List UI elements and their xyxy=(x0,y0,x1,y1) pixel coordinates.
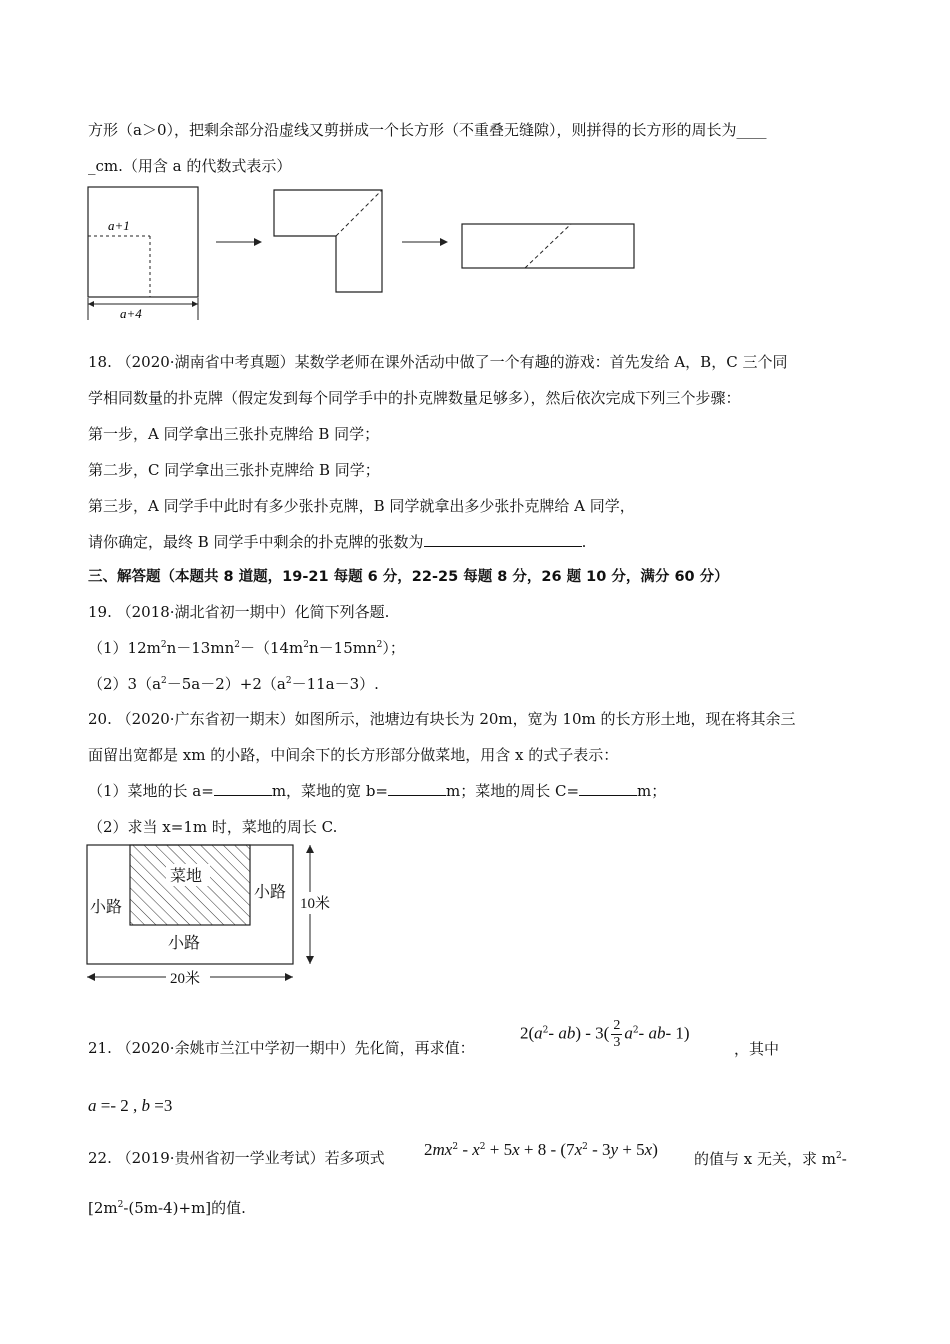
q19-p2-c: －11a－3）. xyxy=(291,675,379,693)
q20-width-label: 20米 xyxy=(170,971,201,987)
fraction xyxy=(611,1018,622,1051)
q20-p1-a: （1）菜地的长 a= xyxy=(88,782,214,800)
q20-path-right-label: 小路 xyxy=(254,884,287,901)
math-text: - xyxy=(458,1140,473,1159)
q18-step2: 第二步，C 同学拿出三张扑克牌给 B 同学； xyxy=(88,461,380,479)
q20-part2: （2）求当 x=1m 时，菜地的周长 C. xyxy=(88,818,338,836)
q20-line1: 20. （2020·广东省初一期末）如图所示，池塘边有块长为 20m，宽为 10m 的长方形土地，现在将其余三 xyxy=(88,710,796,728)
denominator: 3 xyxy=(613,1035,621,1050)
exponent: 2 xyxy=(160,640,167,650)
q17-label-outer: a+4 xyxy=(120,306,142,321)
math-text: - xyxy=(548,1023,559,1043)
q20-p1-c: m；菜地的周长 C= xyxy=(446,782,580,800)
exponent: 2 xyxy=(632,1025,639,1036)
q17-figure xyxy=(84,182,644,324)
q20-p1-d: m； xyxy=(637,782,667,800)
q21-tail: ，其中 xyxy=(734,1040,780,1058)
math-text: ) - 3( xyxy=(575,1023,610,1043)
math-var: b xyxy=(141,1096,150,1115)
math-text: =3 xyxy=(150,1096,173,1115)
exponent: 2 xyxy=(479,1142,486,1152)
q18-step3: 第三步，A 同学手中此时有多少张扑克牌，B 同学就拿出多少张扑克牌给 A 同学， xyxy=(88,497,635,515)
exponent: 2 xyxy=(117,1200,124,1210)
math-var: x xyxy=(574,1140,583,1159)
q20-width-blank[interactable] xyxy=(388,781,446,796)
q20-garden-label: 菜地 xyxy=(170,868,203,885)
q20-part1 xyxy=(88,781,666,801)
math-var: a xyxy=(88,1096,97,1115)
q18-question-end: . xyxy=(581,533,587,551)
math-var: x xyxy=(472,1140,480,1159)
math-text: - 3 xyxy=(587,1140,611,1159)
q18-question-text: 请你确定，最终 B 同学手中剩余的扑克牌的张数为 xyxy=(88,533,424,551)
math-var: ab xyxy=(648,1023,666,1043)
q22-tail xyxy=(694,1148,847,1169)
math-var: y xyxy=(610,1140,619,1159)
section-3-title: 三、解答题（本题共 8 道题，19-21 每题 6 分，22-25 每题 8 分，26 题 10 分，满分 60 分） xyxy=(88,569,729,585)
math-text: + 5 xyxy=(485,1140,513,1159)
exponent: 2 xyxy=(234,640,240,650)
q19-stem: 19. （2018·湖北省初一期中）化简下列各题. xyxy=(88,603,390,621)
q21-condition xyxy=(88,1096,172,1116)
exponent: 2 xyxy=(303,640,310,650)
q20-line2: 面留出宽都是 xm 的小路，中间余下的长方形部分做菜地，用含 x 的式子表示： xyxy=(88,746,619,764)
q22-line2-a: [2m xyxy=(88,1199,118,1217)
exponent: 2 xyxy=(376,640,383,650)
math-var: ab xyxy=(558,1023,576,1043)
q17-label-inner: a+1 xyxy=(108,218,130,233)
q22-tail-text: 的值与 x 无关，求 m xyxy=(694,1150,836,1168)
q19-p1-a: （1）12m xyxy=(88,639,161,657)
math-var: mx xyxy=(432,1140,453,1159)
math-var: a xyxy=(534,1023,543,1043)
q19-part1 xyxy=(88,638,405,658)
math-text: - xyxy=(638,1023,649,1043)
q22-line2 xyxy=(88,1198,246,1218)
q18-step1: 第一步，A 同学拿出三张扑克牌给 B 同学； xyxy=(88,425,380,443)
q21-expression xyxy=(520,1018,690,1051)
exponent: 2 xyxy=(452,1142,459,1152)
q20-perimeter-blank[interactable] xyxy=(579,781,637,796)
q19-p2-a: （2）3（a xyxy=(88,675,162,693)
math-text: ) xyxy=(652,1140,658,1159)
q22-line2-b: -(5m-4)+m]的值. xyxy=(123,1199,246,1217)
exponent: 2 xyxy=(582,1142,588,1152)
q20-p1-b: m，菜地的宽 b= xyxy=(271,782,388,800)
q21-stem: 21. （2020·余姚市兰江中学初一期中）先化简，再求值： xyxy=(88,1039,475,1057)
math-text: 2( xyxy=(520,1023,535,1043)
q20-figure xyxy=(84,842,340,988)
q22-expression xyxy=(424,1140,658,1160)
exponent: 2 xyxy=(836,1151,842,1161)
math-text: 2 xyxy=(424,1140,433,1159)
q22-stem: 22. （2019·贵州省初一学业考试）若多项式 xyxy=(88,1149,385,1167)
q20-path-bottom-label: 小路 xyxy=(168,935,201,952)
numerator: 2 xyxy=(613,1018,621,1033)
exponent: 2 xyxy=(542,1025,549,1036)
exponent: 2 xyxy=(161,676,167,686)
q18-line1: 18. （2020·湖南省中考真题）某数学老师在课外活动中做了一个有趣的游戏：首先发给 A，B，C 三个同 xyxy=(88,353,788,371)
q22-tail-end: - xyxy=(841,1150,847,1168)
q20-height-label: 10米 xyxy=(300,896,331,912)
q18-question xyxy=(88,532,586,552)
q17-line1: 方形（a＞0），把剩余部分沿虚线又剪拼成一个长方形（不重叠无缝隙），则拼得的长方形的周长为____ xyxy=(88,121,767,139)
q18-line2: 学相同数量的扑克牌（假定发到每个同学手中的扑克牌数量足够多），然后依次完成下列三个步骤： xyxy=(88,389,741,407)
math-text: + 5 xyxy=(618,1140,645,1159)
math-text: =- 2 , xyxy=(96,1096,142,1115)
q19-p1-b: n－13mn xyxy=(166,639,235,657)
math-text: + 8 - (7 xyxy=(519,1140,575,1159)
q17-line2: _cm.（用含 a 的代数式表示） xyxy=(88,157,292,175)
q20-length-blank[interactable] xyxy=(214,781,272,796)
math-var: x xyxy=(512,1140,520,1159)
q19-p1-c: －（14m xyxy=(239,639,304,657)
q19-p1-d: n－15mn xyxy=(309,639,377,657)
exponent: 2 xyxy=(285,676,292,686)
q19-part2 xyxy=(88,674,379,694)
q18-answer-blank[interactable] xyxy=(424,532,582,547)
q19-p2-b: －5a－2）+2（a xyxy=(166,675,286,693)
math-var: x xyxy=(644,1140,653,1159)
math-text: - 1) xyxy=(665,1023,690,1043)
math-var: a xyxy=(624,1023,633,1043)
q19-p1-e: ）； xyxy=(382,639,405,657)
q20-path-left-label: 小路 xyxy=(90,899,123,916)
